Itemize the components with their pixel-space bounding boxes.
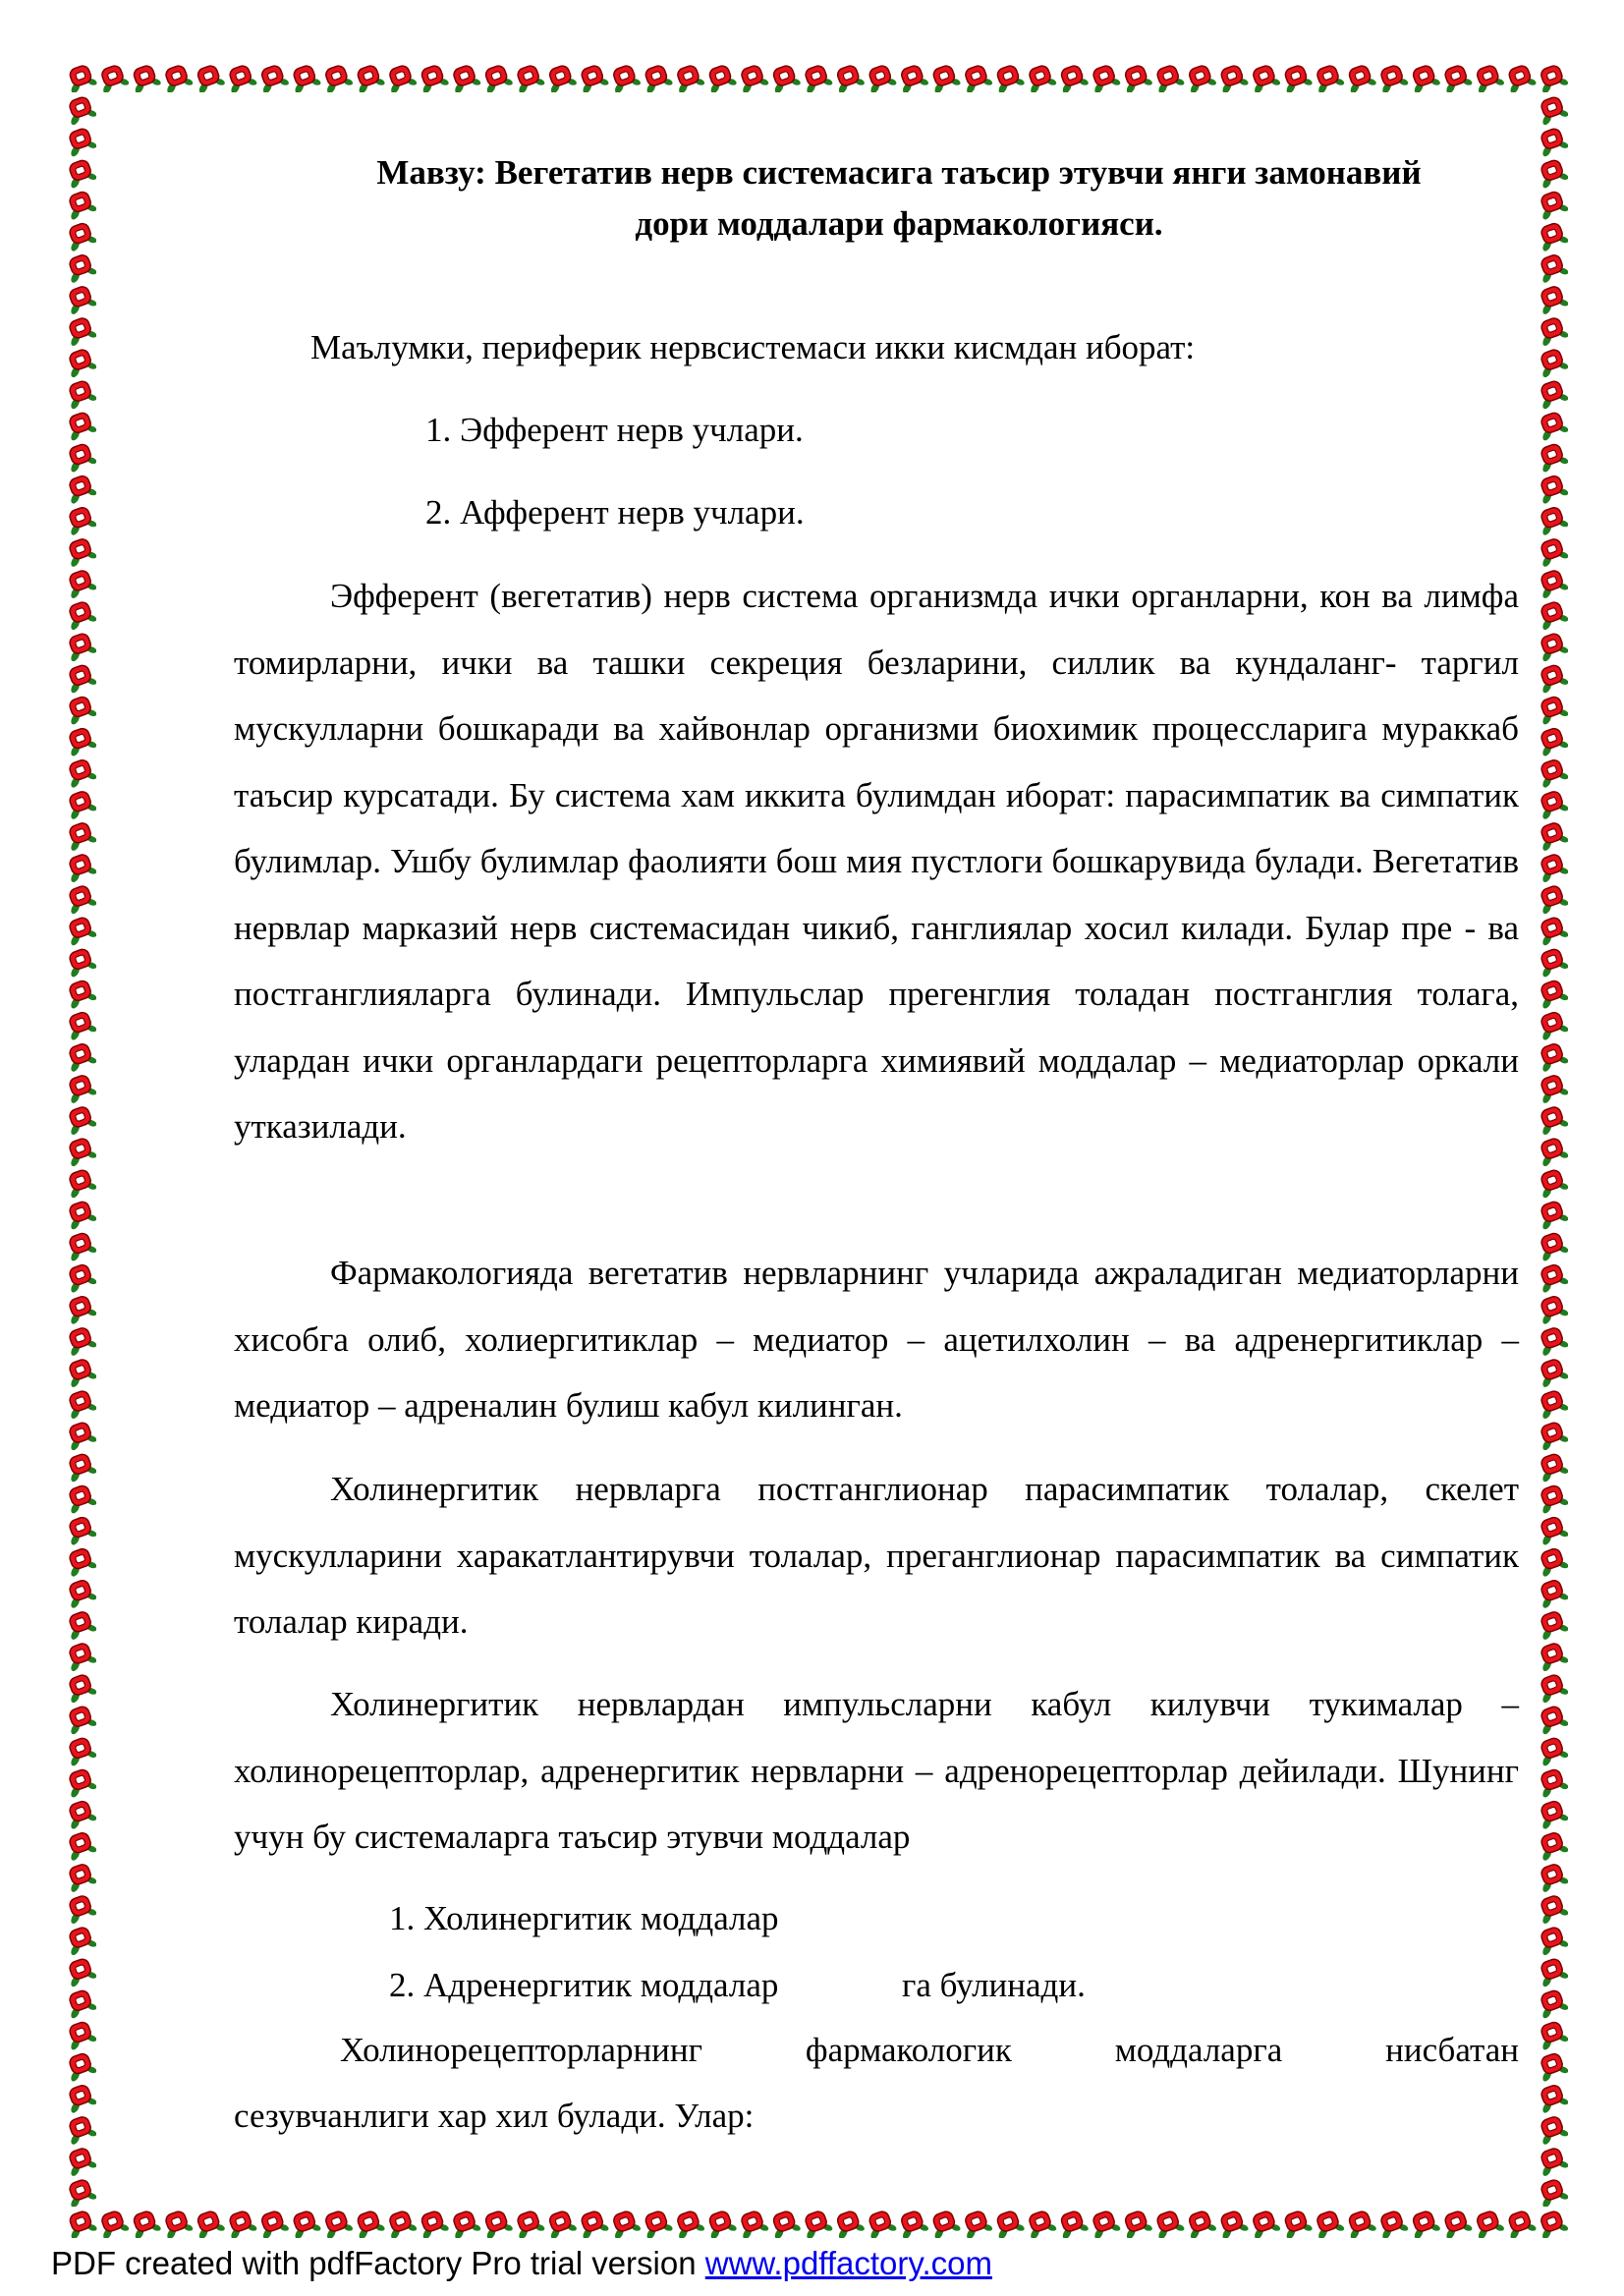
list2-item-2-suffix: га булинади. [902, 1966, 1086, 2004]
list1-item-2: 2. Афферент нерв учлари. [425, 493, 805, 532]
list2-item-1: 1. Холинергитик моддалар [389, 1899, 779, 1937]
title-line-2: дори моддалари фармакологияси. [635, 204, 1163, 243]
paragraph-2: Фармакологияда вегетатив нервларнинг учларида ажраладиган медиаторларни хисобга олиб, холиергитиклар – медиатор – ацетилхолин – ва адренергитиклар – медиатор – адреналин булиш кабул килинган. [234, 1254, 1519, 1425]
last-para-word-2: фармакологик [805, 2031, 1012, 2069]
last-paragraph-line-2: сезувчанлиги хар хил булади. Улар: [234, 2097, 755, 2135]
intro-text: Маълумки, периферик нервсистемаси икки кисмдан иборат: [310, 328, 1196, 366]
document-title [285, 147, 1513, 250]
last-para-word-3: моддаларга [1114, 2031, 1283, 2069]
paragraph-1: Эфферент (вегетатив) нерв система организмда ички органларни, кон ва лимфа томирларни, ички ва ташки секреция безларини, силлик ва кундаланг- таргил мускулларни бошкаради ва хайвонлар организми биохимик процессларига мураккаб таъсир курсатади. Бу система хам иккита булимдан иборат: парасимпатик ва симпатик булимлар. Ушбу булимлар фаолияти бош мия пустлоги бошкарувида булади. Вегетатив нервлар марказий нерв системасидан чикиб, ганглиялар хосил килади. Булар пре - ва постганглияларга булинади. Импульслар прегенглия толадан постганглия толага, улардан ички органлардаги рецепторларга химиявий моддалар – медиаторлар оркали утказилади. [234, 577, 1519, 1146]
last-para-word-4: нисбатан [1385, 2031, 1519, 2069]
pdf-footer [51, 2244, 992, 2283]
paragraph-3: Холинергитик нервларга постганглионар парасимпатик толалар, скелет мускулларини харакатлантирувчи толалар, преганглионар парасимпатик ва симпатик толалар киради. [234, 1470, 1519, 1641]
list1-item-1: 1. Эфферент нерв учлари. [425, 411, 804, 449]
paragraph-4: Холинергитик нервлардан импульсларни кабул килувчи тукималар – холинорецепторлар, адренергитик нервларни – адренорецепторлар дейилади. Шунинг учун бу системаларга таъсир этувчи моддалар [234, 1685, 1519, 1856]
list2-item-2: 2. Адренергитик моддалар [389, 1966, 779, 2004]
last-paragraph-line-1 [234, 2027, 1519, 2074]
footer-text: PDF created with pdfFactory Pro trial version [51, 2245, 705, 2281]
title-line-1: Мавзу: Вегетатив нерв системасига таъсир этувчи янги замонавий [376, 153, 1422, 192]
footer-link[interactable]: www.pdffactory.com [704, 2245, 992, 2281]
last-para-word-1: Холинорецепторларнинг [340, 2031, 702, 2069]
